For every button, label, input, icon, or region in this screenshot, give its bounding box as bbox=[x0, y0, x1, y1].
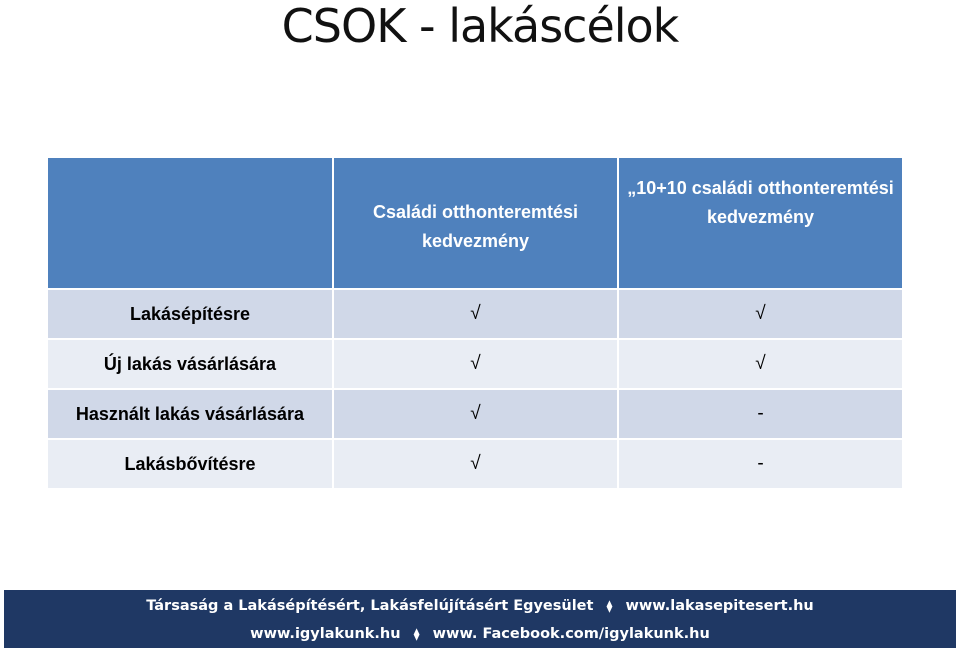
dash-cell bbox=[618, 389, 903, 439]
footer-org: Társaság a Lakásépítésért, Lakásfelújításért Egyesület bbox=[146, 598, 594, 614]
header-cell-csok bbox=[333, 157, 618, 289]
diamond-separator-icon: ⧫ bbox=[606, 599, 613, 613]
check-cell bbox=[333, 339, 618, 389]
dash-mark: - bbox=[757, 453, 764, 474]
header-cell-10-10 bbox=[618, 157, 903, 289]
check-cell bbox=[333, 389, 618, 439]
footer-banner bbox=[4, 590, 956, 648]
footer-link-lakasepitesert[interactable]: www.lakasepitesert.hu bbox=[625, 598, 814, 614]
table-header-row bbox=[47, 157, 903, 289]
footer-link-facebook[interactable]: www. Facebook.com/igylakunk.hu bbox=[432, 626, 710, 642]
row-label: Lakásépítésre bbox=[47, 289, 333, 339]
table-row bbox=[47, 289, 903, 339]
check-cell bbox=[618, 339, 903, 389]
footer-line-2 bbox=[4, 620, 956, 648]
table-row bbox=[47, 339, 903, 389]
header-cell-empty bbox=[47, 157, 333, 289]
table-row bbox=[47, 389, 903, 439]
header-label-csok: Családi otthonteremtési kedvezmény bbox=[372, 202, 579, 251]
comparison-table bbox=[46, 156, 904, 490]
row-label: Új lakás vásárlására bbox=[47, 339, 333, 389]
diamond-separator-icon: ⧫ bbox=[413, 627, 420, 641]
page-title: CSOK - lakáscélok bbox=[281, 0, 679, 53]
check-mark: √ bbox=[470, 403, 481, 424]
check-cell bbox=[333, 439, 618, 489]
dash-mark: - bbox=[757, 403, 764, 424]
check-mark: √ bbox=[755, 353, 766, 374]
row-label: Lakásbővítésre bbox=[47, 439, 333, 489]
check-cell bbox=[333, 289, 618, 339]
check-mark: √ bbox=[470, 453, 481, 474]
check-mark: √ bbox=[470, 353, 481, 374]
check-cell bbox=[618, 289, 903, 339]
footer-line-1 bbox=[4, 590, 956, 620]
table-row bbox=[47, 439, 903, 489]
check-mark: √ bbox=[470, 303, 481, 324]
check-mark: √ bbox=[755, 303, 766, 324]
row-label: Használt lakás vásárlására bbox=[47, 389, 333, 439]
header-label-10-10: „10+10 családi otthonteremtési kedvezmény bbox=[627, 178, 894, 227]
footer-link-igylakunk[interactable]: www.igylakunk.hu bbox=[250, 626, 401, 642]
dash-cell bbox=[618, 439, 903, 489]
